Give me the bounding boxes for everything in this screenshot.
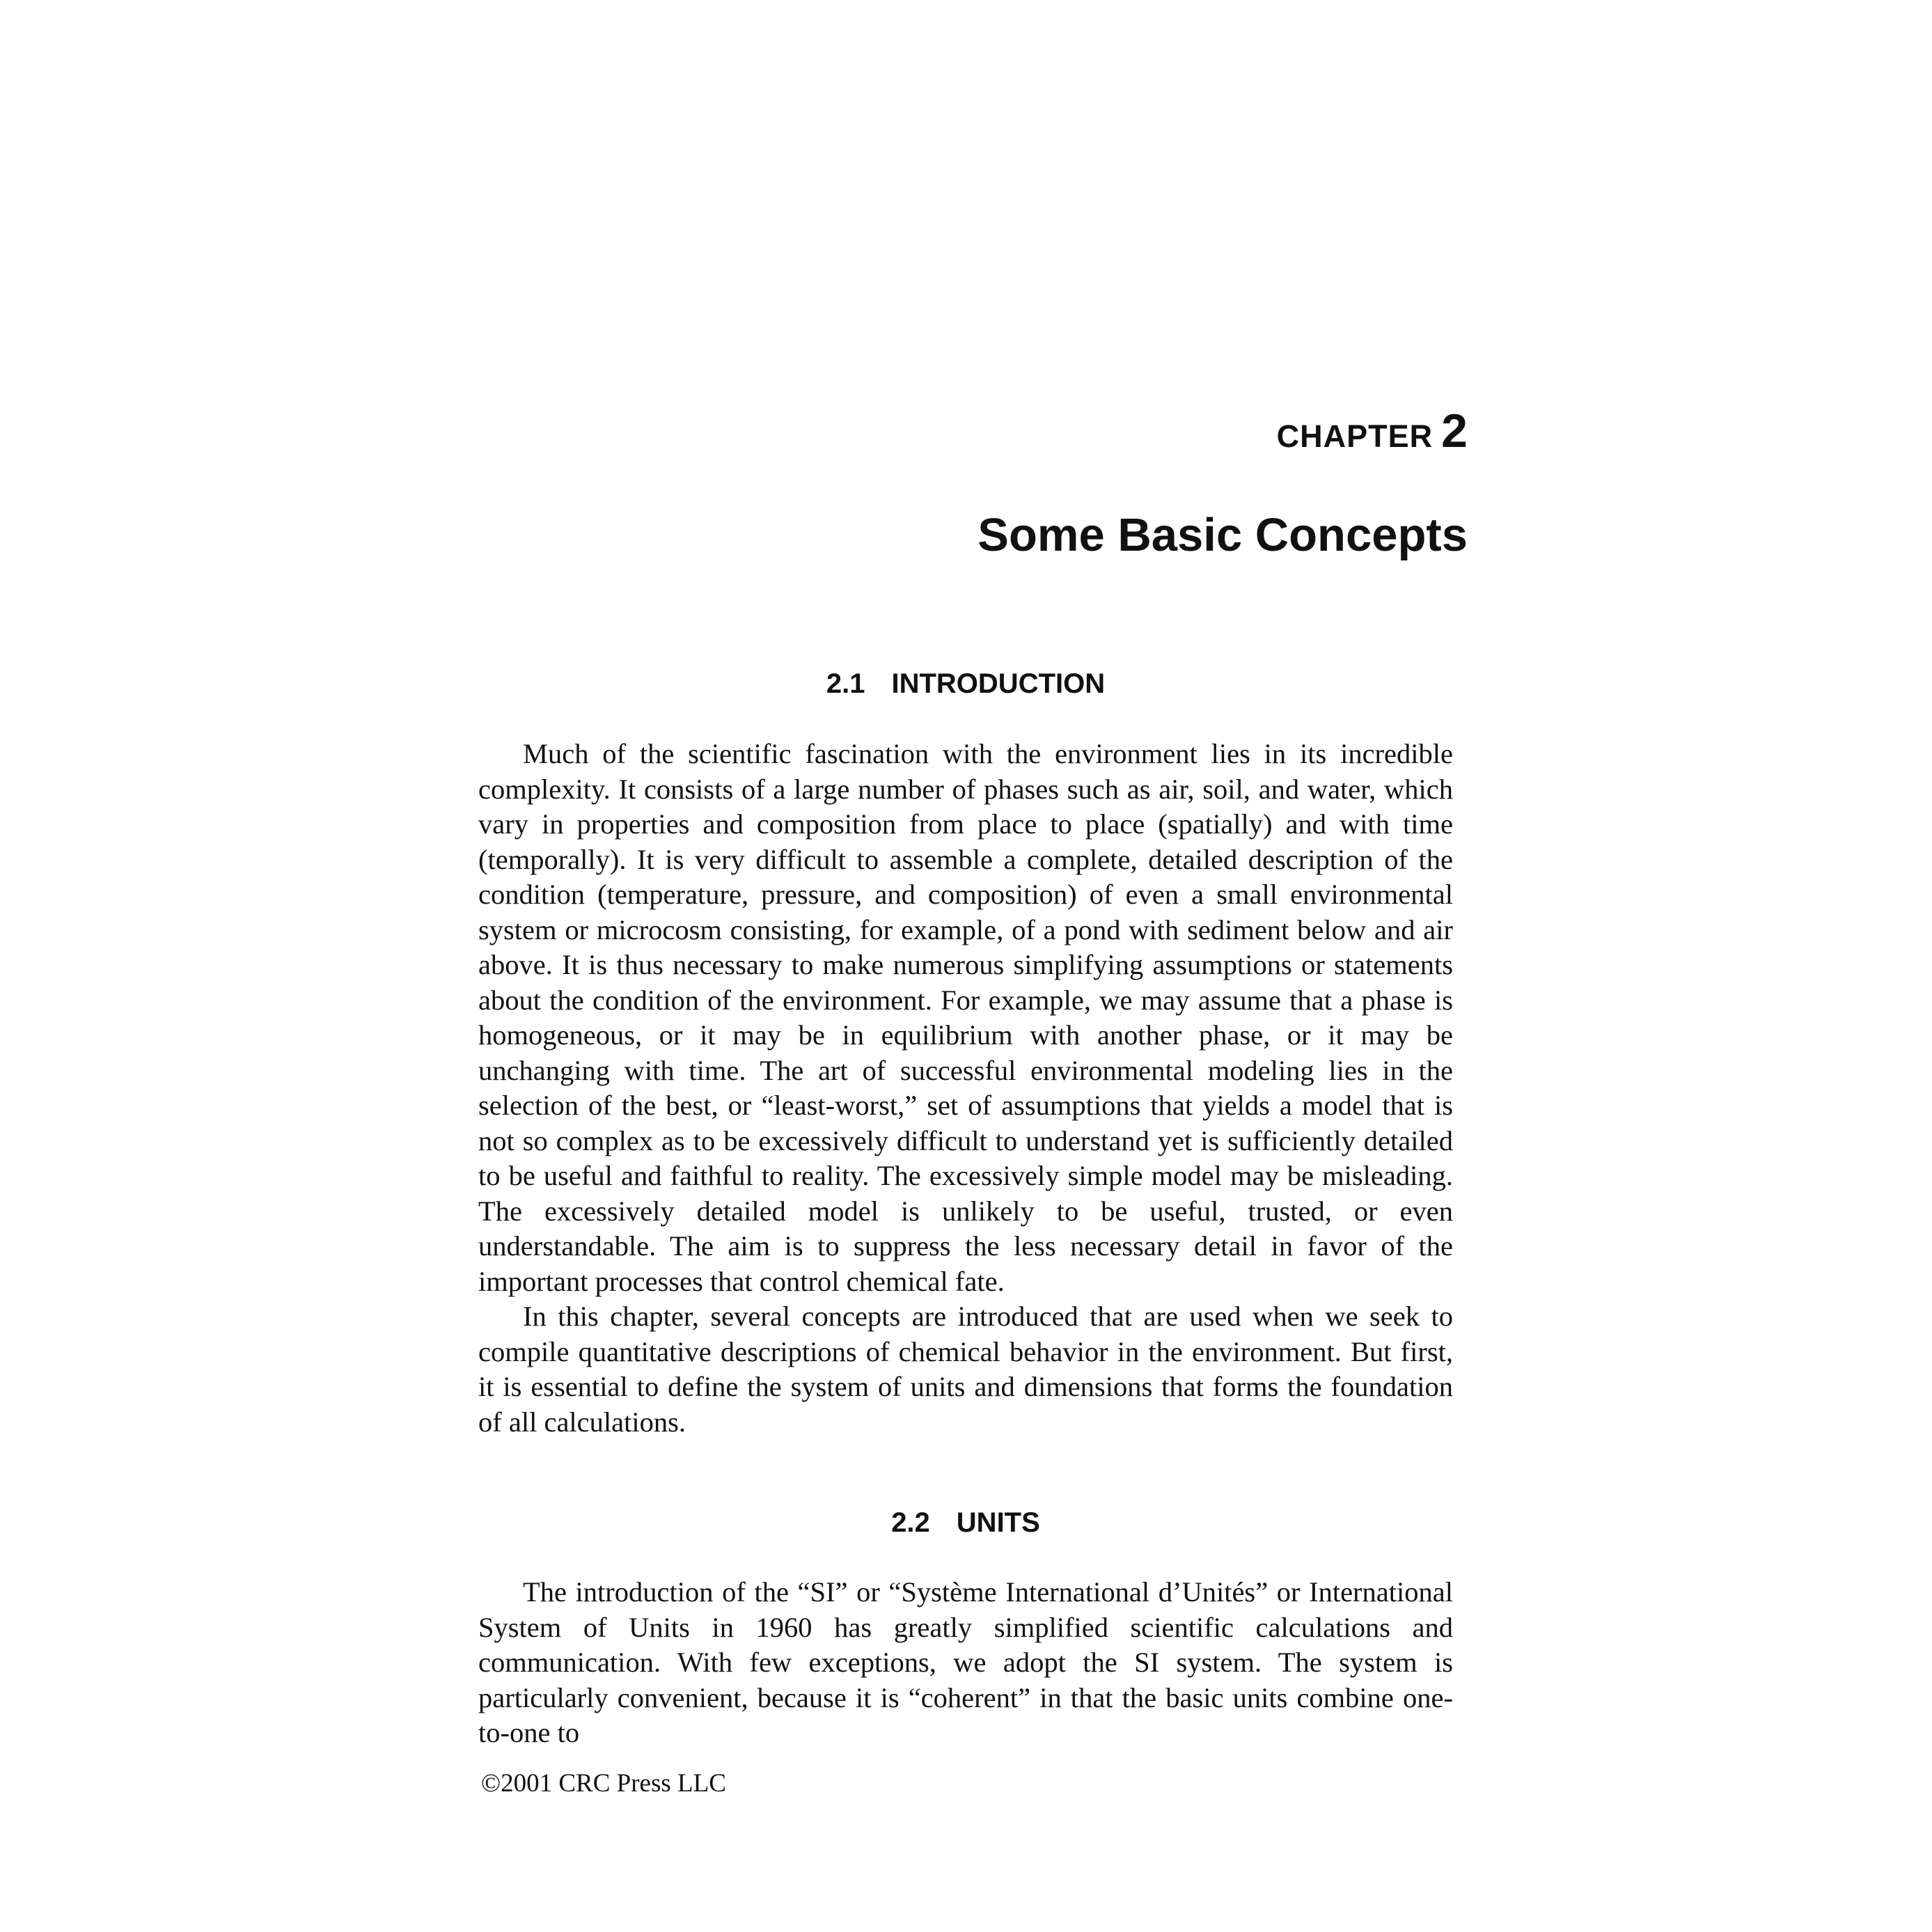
section-title: UNITS [956,1507,1040,1538]
section-title: INTRODUCTION [891,668,1106,699]
chapter-number: 2 [1441,405,1468,457]
section-heading-introduction [478,670,1453,698]
section-number: 2.1 [826,668,865,699]
copyright-footer: ©2001 CRC Press LLC [481,1769,726,1798]
section-number: 2.2 [891,1507,930,1538]
chapter-word: CHAPTER [1276,418,1434,454]
chapter-label [1277,407,1468,455]
chapter-title: Some Basic Concepts [977,509,1468,561]
section-heading-units [478,1509,1453,1537]
paragraph: In this chapter, several concepts are introduced that are used when we seek to compile quantitative descriptions of chemical behavior in the environment. But first, it is essential to define the system of units and dimensions that forms the foundation of all calculations. [478,1301,1453,1438]
section-body-units [478,1575,1453,1751]
paragraph: The introduction of the “SI” or “Système International d’Unités” or International System of Units in 1960 has greatly simplified scientific calculations and communication. With few exceptions, we adopt the SI system. The system is particularly convenient, because it is “coherent” in that the basic units combine one-to-one to [478,1576,1453,1748]
paragraph: Much of the scientific fascination with the environment lies in its incredible complexity. It consists of a large number of phases such as air, soil, and water, which vary in properties and composition from place to place (spatially) and with time (temporally). It is very difficult to assemble a complete, detailed description of the condition (temperature, pressure, and composition) of even a small environmental system or microcosm consisting, for example, of a pond with sediment below and air above. It is thus necessary to make numerous simplifying assumptions or statements about the condition of the environment. For example, we may assume that a phase is homogeneous, or it may be in equilibrium with another phase, or it may be unchanging with time. The art of successful environmental modeling lies in the selection of the best, or “least-worst,” set of assumptions that yields a model that is not so complex as to be excessively difficult to understand yet is sufficiently detailed to be useful and faithful to reality. The excessively simple model may be misleading. The excessively detailed model is unlikely to be useful, trusted, or even understandable. The aim is to suppress the less necessary detail in favor of the important processes that control chemical fate. [478,738,1453,1297]
section-body-introduction [478,737,1453,1440]
